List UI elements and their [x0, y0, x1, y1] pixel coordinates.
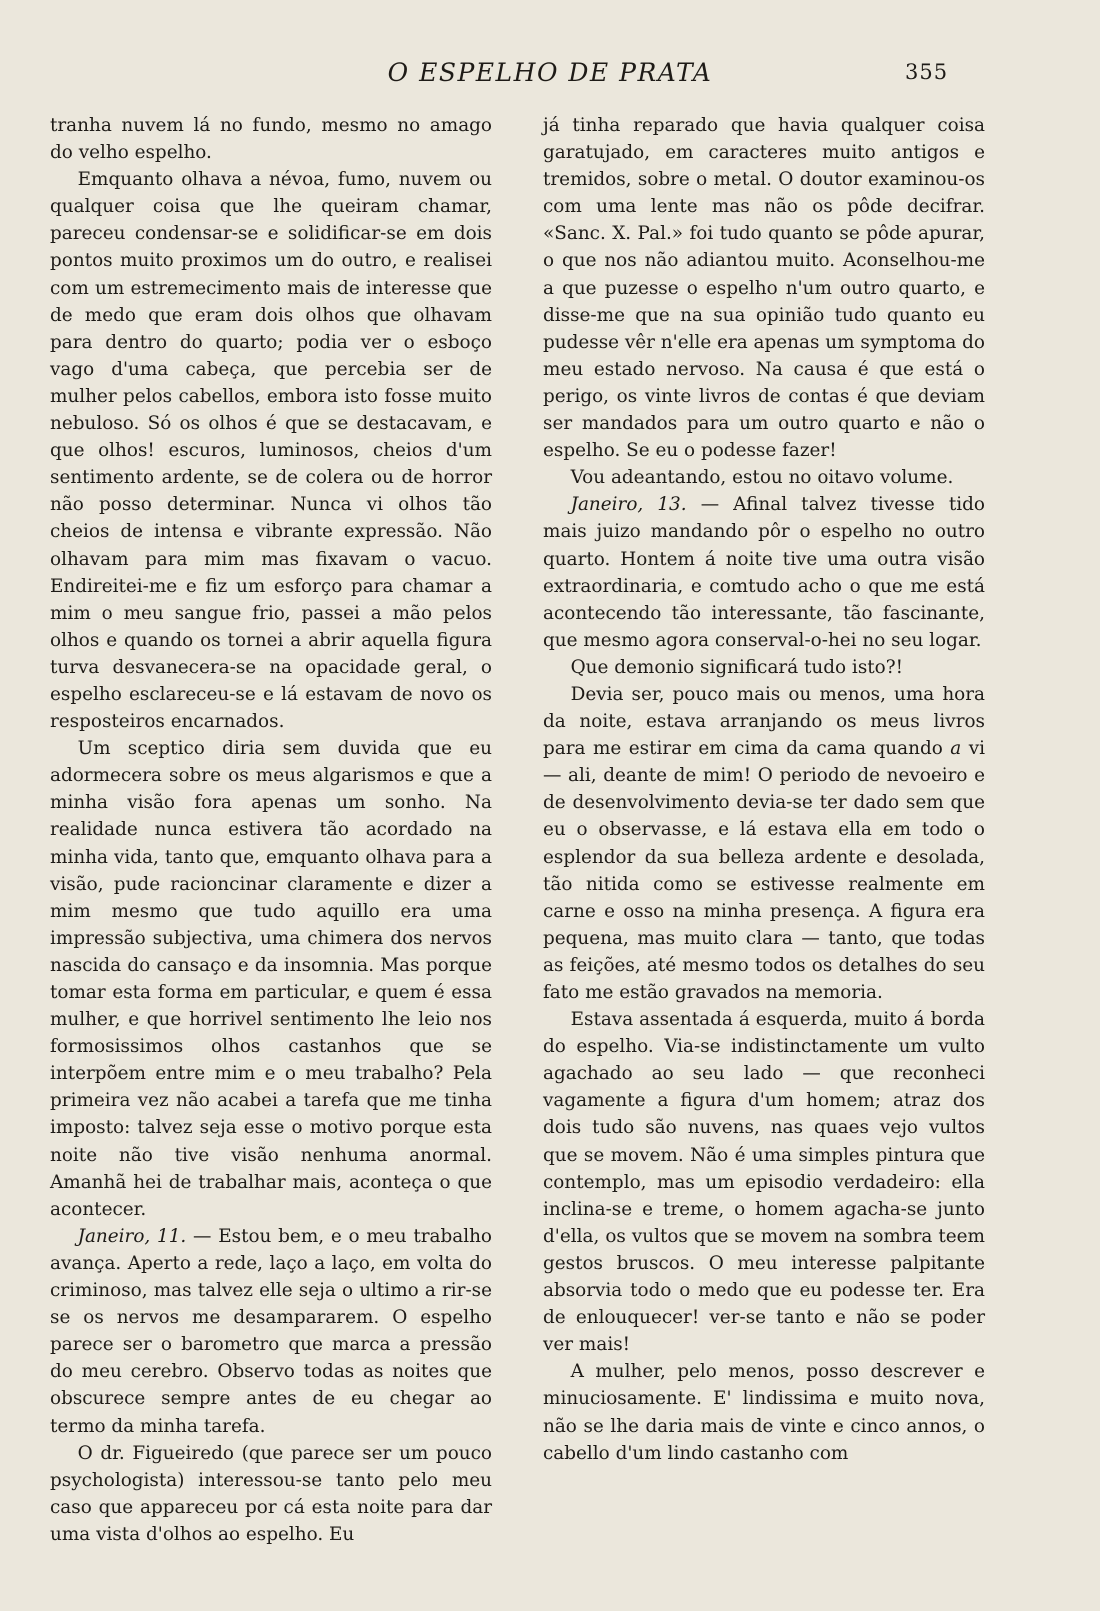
- left-column: [50, 112, 492, 1548]
- text-run: Devia ser, pouco mais ou menos, uma hora da noite, estava arranjando os meus livros para me estirar em cima da cama quando: [543, 683, 985, 760]
- paragraph: O dr. Figueiredo (que parece ser um pouco psychologista) interessou-se tanto pelo meu caso que appareceu por cá esta noite para dar uma vista d'olhos ao espelho. Eu: [50, 1442, 492, 1545]
- entry-text: — Afinal talvez tivesse tido mais juizo mandando pôr o espelho no outro quarto. Hontem á noite tive uma outra visão extraordinaria, e comtudo acho o que me está acontecendo tão interessante, tão fascinante, que mesmo agora conserval-o-hei no seu logar.: [543, 494, 985, 651]
- page-number: 355: [905, 60, 949, 84]
- paragraph: já tinha reparado que havia qualquer coisa garatujado, em caracteres muito antigos e tremidos, sobre o metal. O doutor examinou-os com uma lente mas não os pôde decifrar. «Sanc. X. Pal.» foi tudo quanto se pôde apurar, o que nos não adiantou muito. Aconselhou-me a que puzesse o espelho n'um outro quarto, e disse-me que na sua opinião tudo quanto eu pudesse vêr n'elle era apenas um symptoma do meu estado nervoso. Na causa é que está o perigo, os vinte livros de contas é que deviam ser mandados para um outro quarto e não o espelho. Se eu o podesse fazer!: [543, 115, 985, 462]
- emphasis: a: [950, 738, 962, 760]
- paragraph: Um sceptico diria sem duvida que eu adormecera sobre os meus algarismos e que a minha visão fora apenas um sonho. Na realidade nunca estivera tão acordado na minha vida, tanto que, emquanto olhava para a visão, pude racioncinar claramente e dizer a mim mesmo que tudo aquillo era uma impressão subjectiva, uma chimera dos nervos nascida do cansaço e da insomnia. Mas porque tomar esta forma em particular, e quem é essa mulher, e que horrivel sentimento lhe leio nos formosissimos olhos castanhos que se interpõem entre mim e o meu trabalho? Pela primeira vez não acabei a tarefa que me tinha imposto: talvez seja esse o motivo porque esta noite não tive visão nenhuma anormal. Amanhã hei de trabalhar mais, aconteça o que acontecer.: [50, 738, 492, 1220]
- text-run: vi — ali, deante de mim! O periodo de nevoeiro e de desenvolvimento devia-se ter dado sem que eu o observasse, e lá estava ella em todo o esplendor da sua belleza ardente e desolada, tão nitida como se estivesse realmente em carne e osso na minha presença. A figura era pequena, mas muito clara — tanto, que todas as feições, até mesmo todos os detalhes do seu fato me estão gravados na memoria.: [543, 738, 985, 1003]
- running-title: O ESPELHO DE PRATA: [387, 58, 713, 87]
- paragraph: A mulher, pelo menos, posso descrever e minuciosamente. E' lindissima e muito nova, não se lhe daria mais de vinte e cinco annos, o cabello d'um lindo castanho com: [543, 1361, 985, 1464]
- entry-date: Janeiro, 13.: [570, 494, 687, 516]
- paragraph: Vou adeantando, estou no oitavo volume.: [570, 467, 954, 489]
- paragraph: [543, 681, 985, 1006]
- paragraph: Estava assentada á esquerda, muito á borda do espelho. Via-se indistinctamente um vulto agachado ao seu lado — que reconheci vagamente a figura d'um homem; atraz dos dois tudo são nuvens, nas quaes vejo vultos que se movem. Não é uma simples pintura que contemplo, mas um episodio verdadeiro: ella inclina-se e treme, o homem agacha-se junto d'ella, os vultos que se movem na sombra teem gestos bruscos. O meu interesse palpitante absorvia todo o medo que eu podesse ter. Era de enlouquecer! ver-se tanto e não se poder ver mais!: [543, 1009, 985, 1356]
- paragraph: Emquanto olhava a névoa, fumo, nuvem ou qualquer coisa que lhe queiram chamar, pareceu condensar-se e solidificar-se em dois pontos muito proximos um do outro, e realisei com um estremecimento mais de interesse que de medo que eram dois olhos que olhavam para dentro do quarto; podia ver o esboço vago d'uma cabeça, que percebia ser de mulher pelos cabellos, embora isto fosse muito nebuloso. Só os olhos é que se destacavam, e que olhos! escuros, luminosos, cheios d'um sentimento ardente, se de colera ou de horror não posso determinar. Nunca vi olhos tão cheios de intensa e vibrante expressão. Não olhavam para mim mas fixavam o vacuo. Endireitei-me e fiz um esforço para chamar a mim o meu sangue frio, passei a mão pelos olhos e quando os tornei a abrir aquella figura turva desvanecera-se na opacidade geral, o espelho esclareceu-se e lá estavam de novo os resposteiros encarnados.: [50, 169, 492, 733]
- paragraph: tranha nuvem lá no fundo, mesmo no amago do velho espelho.: [50, 115, 492, 164]
- diary-entry: [543, 491, 985, 654]
- paragraph: Que demonio significará tudo isto?!: [570, 656, 903, 678]
- right-column: [543, 112, 985, 1467]
- entry-date: Janeiro, 11.: [77, 1225, 187, 1247]
- diary-entry: [50, 1223, 492, 1440]
- entry-text: — Estou bem, e o meu trabalho avança. Aperto a rede, laço a laço, em volta do criminoso, mas talvez elle seja o ultimo a rir-se se os nervos me desampararem. O espelho parece ser o barometro que marca a pressão do meu cerebro. Observo todas as noites que obscurece sempre antes de eu chegar ao termo da minha tarefa.: [50, 1225, 493, 1437]
